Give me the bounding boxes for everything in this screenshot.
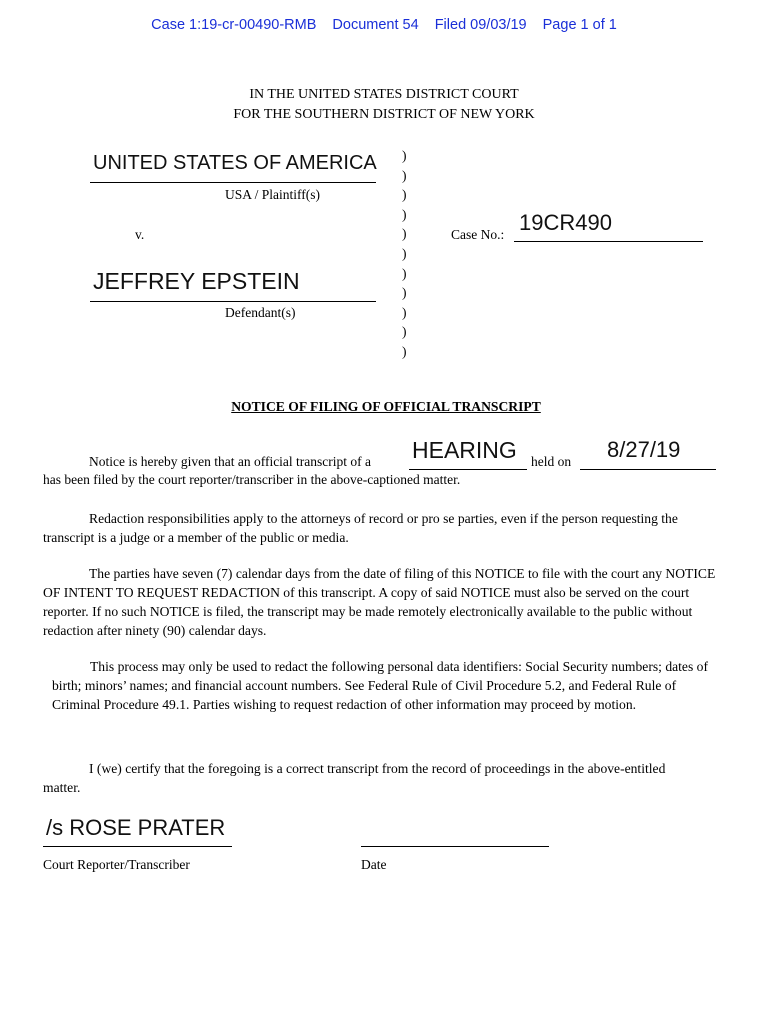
defendant-name: JEFFREY EPSTEIN — [93, 268, 300, 294]
header-case-number: Case 1:19-cr-00490-RMB — [151, 17, 317, 33]
paren: ) — [402, 343, 407, 359]
header-filed-date: Filed 09/03/19 — [434, 17, 527, 33]
paren: ) — [402, 226, 407, 242]
plaintiff-name: UNITED STATES OF AMERICA — [93, 152, 377, 174]
date-label: Date — [361, 857, 387, 872]
paren: ) — [402, 167, 407, 183]
plaintiff-underline — [90, 182, 376, 183]
notice-p1-end: has been filed by the court reporter/transcriber in the above-captioned matter. — [43, 472, 461, 487]
notice-paragraph-deadlines: The parties have seven (7) calendar days from the date of filing of this NOTICE to file with the court any NOTICE OF INTENT TO REQUEST REDACTION of this transcript. A copy of said NOTICE must also be served on the court reporter. If no such NOTICE is filed, the transcript may be made remotely electronically available to the public without redaction after ninety (90) calendar days. — [43, 566, 716, 638]
transcript-type-value: HEARING — [412, 437, 517, 463]
versus-label: v. — [135, 227, 145, 242]
notice-p1-start: Notice is hereby given that an official transcript of a — [89, 454, 372, 469]
plaintiff-label: USA / Plaintiff(s) — [225, 187, 321, 202]
caption-parenthesis-column — [402, 146, 412, 362]
notice-paragraph-identifiers: This process may only be used to redact the following personal data identifiers: Social Security numbers; dates of birth; minors’ names; and financial account numbers. See Federal Rule of Civil Procedure 5.2, and Federal Rule of Criminal Procedure 49.1. Parties wishing to request redaction of other information may proceed by motion. — [52, 659, 708, 712]
paren: ) — [402, 324, 407, 340]
notice-title: NOTICE OF FILING OF OFFICIAL TRANSCRIPT — [231, 399, 541, 414]
paren: ) — [402, 187, 407, 203]
ecf-header — [0, 17, 768, 33]
hearing-date-underline — [580, 469, 716, 470]
header-document-number: Document 54 — [332, 17, 419, 33]
case-number-label: Case No.: — [451, 227, 505, 242]
defendant-underline — [90, 301, 376, 302]
court-name-line-1: IN THE UNITED STATES DISTRICT COURT — [249, 87, 519, 102]
paren: ) — [402, 304, 407, 320]
date-underline — [361, 846, 549, 847]
signer-name: /s ROSE PRATER — [46, 815, 226, 840]
paren: ) — [402, 245, 407, 261]
paren: ) — [402, 148, 407, 163]
case-number-value: 19CR490 — [519, 210, 612, 235]
paren: ) — [402, 206, 407, 222]
notice-paragraph-certification: I (we) certify that the foregoing is a correct transcript from the record of proceedings in the above-entitled matter. — [43, 761, 666, 795]
signer-label: Court Reporter/Transcriber — [43, 857, 190, 872]
paren: ) — [402, 285, 407, 301]
notice-p1-held-on: held on — [531, 454, 572, 469]
notice-paragraph-redaction-responsibility: Redaction responsibilities apply to the attorneys of record or pro se parties, even if the person requesting the transcript is a judge or a member of the public or media. — [43, 511, 678, 545]
paren: ) — [402, 265, 407, 281]
hearing-date-value: 8/27/19 — [607, 437, 681, 462]
transcript-type-underline — [409, 469, 527, 470]
signature-underline — [43, 846, 232, 847]
court-name-line-2: FOR THE SOUTHERN DISTRICT OF NEW YORK — [233, 107, 535, 122]
case-number-underline — [514, 241, 703, 242]
defendant-label: Defendant(s) — [225, 305, 296, 320]
header-page-count: Page 1 of 1 — [542, 17, 617, 33]
